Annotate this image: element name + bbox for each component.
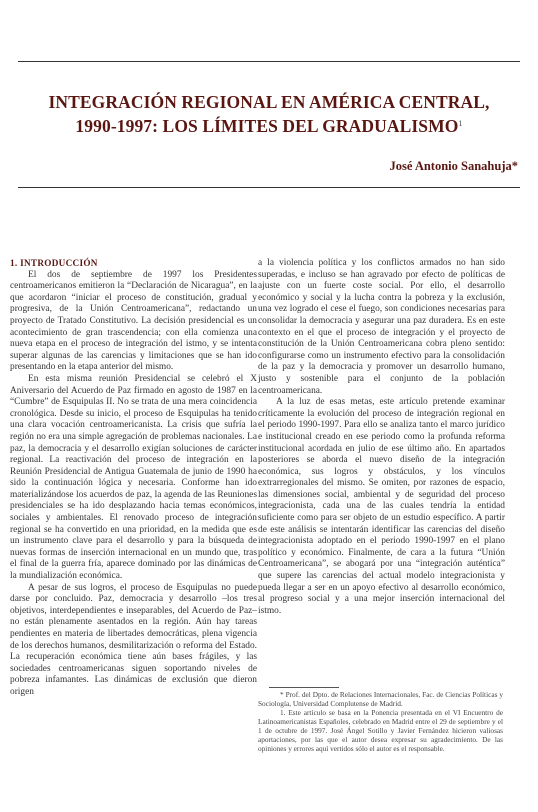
footnote-author: * Prof. del Dpto. de Relaciones Internacionales, Fac. de Ciencias Políticas y Sociología, Universidad Complutense de Madrid. [258,690,503,708]
paragraph: a la violencia política y los conflictos armados no han sido superadas, e incluso se han agravado por efecto de políticas de ajuste con un fuerte coste social. Por ello, el desarrollo económico y social y la lucha contra la pobreza y la exclusión, una vez logrado el cese el fuego, son condiciones necesarias para consolidar la democracia y asegurar una paz duradera. Es en este contexto en el que el proceso de integración y el proyecto de constitución de la Unión Centroamericana cobra pleno sentido: configurarse como un instrumento efectivo para la consolidación de la paz y la democracia y promover un desarrollo humano, justo y sostenible para el conjunto de la población centroamericana. [258,258,505,396]
footnote-1: 1. Este artículo se basa en la Ponencia presentada en el VI Encuentro de Latinoamericanistas Españoles, celebrado en Madrid entre el 29 de septiembre y el 1 de octubre de 1997. José Ángel Sotillo y Javier Fernández hicieron valiosas aportaciones, por las que el autor desea expresar su agradecimiento. De las opiniones y errores aquí vertidos sólo el autor es el responsable. [258,708,503,753]
paragraph: A pesar de sus logros, el proceso de Esquipulas no puede darse por concluido. Paz, democracia y desarrollo –los tres objetivos, interdependientes e inseparables, del Acuerdo de Paz– no están plenamente asentados en la región. Aún hay tareas pendientes en materia de libertades democráticas, plena vigencia de los derechos humanos, desmilitarización o reforma del Estado. La recuperación económica tiene aún bases frágiles, y las sociedades centroamericanas siguen soportando niveles de pobreza infamantes. Las dinámicas de exclusión que dieron origen [10,582,257,697]
footnote-rule [269,687,339,688]
text-column-left [10,258,257,699]
article-title-line-2: 1990-1997: LOS LÍMITES DEL GRADUALISMO$^1$ [75,116,463,136]
paragraph: A la luz de esas metas, este artículo pretende examinar críticamente la evolución del proceso de integración regional en el periodo 1990-1997. Para ello se analiza tanto el marco jurídico e institucional creado en ese periodo como la profunda reforma institucional acordada en julio de ese último año. En apartados posteriores se aborda el nuevo diseño de la integración económica, sus logros y obstáculos, y los vínculos extrarregionales del mismo. Se omiten, por razones de espacio, las dimensiones social, ambiental y de seguridad del proceso integracionista, cada una de las cuales tendría la entidad suficiente como para ser objeto de un estudio específico. A partir de este análisis se intentarán identificar las carencias del diseño integracionista adoptado en el periodo 1990-1997 en el plano político y económico. Finalmente, de cara a la futura “Unión Centroamericana”, se abogará por una “integración auténtica” que supere las carencias del actual modelo integracionista y pueda llegar a ser en un apoyo efectivo al desarrollo económico, al progreso social y a una mejor inserción internacional del istmo. [258,397,505,616]
paragraph: En esta misma reunión Presidencial se celebró el X Aniversario del Acuerdo de Paz firmado en agosto de 1987 en la “Cumbre” de Esquipulas II. No se trata de una mera coincidencia cronológica. Desde su inicio, el proceso de Esquipulas ha tenido una clara vocación centroamericanista. La crisis que sufría la región no era una simple agregación de problemas nacionales. La paz, la democracia y el desarrollo exigían soluciones de carácter regional. La reactivación del proceso de integración en la Reunión Presidencial de Antigua Guatemala de junio de 1990 ha sido la continuación lógica y necesaria. Conforme han ido materializándose los acuerdos de paz, la agenda de las Reuniones presidenciales se ha ido desplazando hacia temas económicos, sociales y ambientales. El renovado proceso de integración regional se ha convertido en una prioridad, en la medida que es un instrumento clave para el desarrollo y para la búsqueda de nuevas formas de inserción internacional en un mundo que, tras el final de la guerra fría, aparece dominado por las dinámicas de la mundialización económica. [10,373,257,582]
author-name: José Antonio Sanahuja* [389,159,518,173]
top-rule [18,61,520,62]
section-heading: 1. INTRODUCCIÓN [10,258,98,268]
title-footnote-ref: 1 [458,119,463,128]
text-column-right [258,258,505,617]
article-title-line-1: INTEGRACIÓN REGIONAL EN AMÉRICA CENTRAL, [48,92,490,112]
footnotes [258,690,503,753]
header-bottom-rule [18,187,520,188]
paragraph: El dos de septiembre de 1997 los Presidentes centroamericanos emitieron la “Declaración de Nicaragua”, en la que acordaron “iniciar el proceso de constitución, gradual y progresiva, de la Unión Centroamericana”, redactando un proyecto de Tratado Constitutivo. La decisión presidencial es un acontecimiento de gran trascendencia; con ella comienza una nueva etapa en el proceso de integración del istmo, y se intenta superar algunas de las carencias y limitaciones que se han ido presentando en la etapa anterior del mismo. [10,269,257,373]
